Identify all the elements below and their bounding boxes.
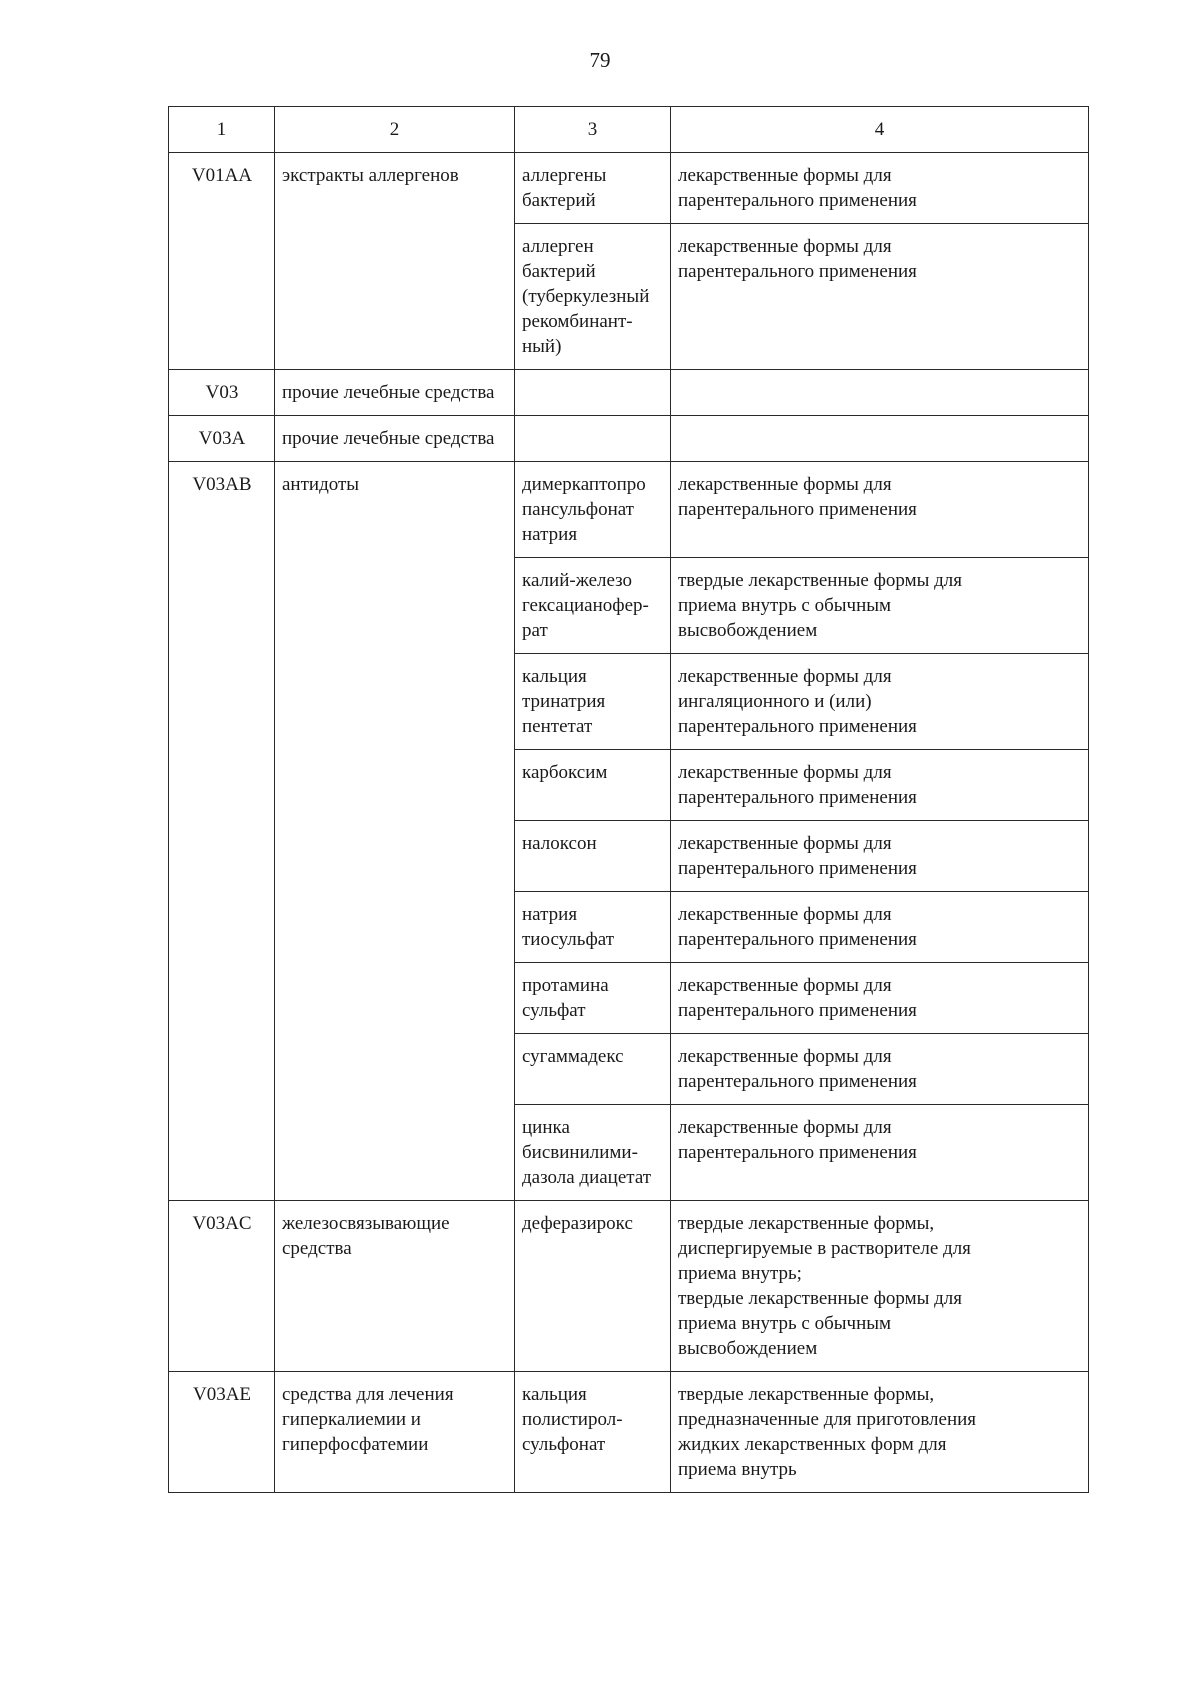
- table-header: [169, 107, 1089, 153]
- dosage-form-cell: [671, 370, 1089, 416]
- table-row: [169, 370, 1089, 416]
- cell-line: гексацианофер-: [522, 595, 649, 616]
- cell-line: карбоксим: [522, 762, 608, 783]
- table-row: [169, 153, 1089, 224]
- dosage-form-cell: [671, 654, 1089, 750]
- cell-line: парентерального применения: [678, 1000, 917, 1021]
- cell-line: парентерального применения: [678, 499, 917, 520]
- drug-name-cell: [515, 1372, 671, 1493]
- table-row: [169, 462, 1089, 558]
- drug-table: [168, 106, 1089, 1493]
- drug-name-cell: [515, 1034, 671, 1105]
- drug-name-cell: [515, 462, 671, 558]
- cell-line: прочие лечебные средства: [282, 428, 495, 449]
- cell-line: гиперфосфатемии: [282, 1434, 429, 1455]
- atc-code-cell: V03AE: [169, 1372, 275, 1493]
- group-name-cell: [275, 416, 515, 462]
- page-number: 79: [589, 48, 611, 72]
- header-col-4: 4: [671, 107, 1089, 153]
- table-row: [169, 1201, 1089, 1372]
- cell-line: лекарственные формы для: [678, 1117, 892, 1138]
- drug-name-cell: [515, 821, 671, 892]
- cell-line: лекарственные формы для: [678, 666, 892, 687]
- drug-name-cell: [515, 1105, 671, 1201]
- cell-line: тиосульфат: [522, 929, 614, 950]
- dosage-form-cell: [671, 892, 1089, 963]
- dosage-form-cell: [671, 558, 1089, 654]
- cell-line: парентерального применения: [678, 787, 917, 808]
- cell-line: антидоты: [282, 474, 360, 495]
- dosage-form-cell: [671, 416, 1089, 462]
- drug-name-cell: [515, 370, 671, 416]
- dosage-form-cell: [671, 153, 1089, 224]
- dosage-form-cell: [671, 224, 1089, 370]
- group-name-cell: [275, 462, 515, 1201]
- header-col-3: 3: [515, 107, 671, 153]
- cell-line: аллергены: [522, 165, 607, 186]
- drug-name-cell: [515, 1201, 671, 1372]
- cell-line: сугаммадекс: [522, 1046, 624, 1067]
- drug-name-cell: [515, 654, 671, 750]
- dosage-form-cell: [671, 821, 1089, 892]
- cell-line: лекарственные формы для: [678, 975, 892, 996]
- group-name-cell: [275, 1201, 515, 1372]
- cell-line: лекарственные формы для: [678, 1046, 892, 1067]
- cell-line: диспергируемые в растворителе для: [678, 1238, 971, 1259]
- drug-name-cell: [515, 558, 671, 654]
- cell-line: высвобождением: [678, 620, 818, 641]
- group-name-cell: [275, 1372, 515, 1493]
- dosage-form-cell: [671, 963, 1089, 1034]
- cell-line: протамина: [522, 975, 609, 996]
- cell-line: натрия: [522, 904, 578, 925]
- cell-line: полистирол-: [522, 1409, 623, 1430]
- cell-line: налоксон: [522, 833, 597, 854]
- atc-code-cell: V03AB: [169, 462, 275, 1201]
- cell-line: дазола диацетат: [522, 1167, 652, 1188]
- cell-line: железосвязывающие: [282, 1213, 450, 1234]
- cell-line: твердые лекарственные формы для: [678, 1288, 963, 1309]
- cell-line: цинка: [522, 1117, 570, 1138]
- dosage-form-cell: [671, 1034, 1089, 1105]
- cell-line: парентерального применения: [678, 858, 917, 879]
- cell-line: экстракты аллергенов: [282, 165, 459, 186]
- dosage-form-cell: [671, 1201, 1089, 1372]
- cell-line: рат: [522, 620, 548, 641]
- cell-line: парентерального применения: [678, 1071, 917, 1092]
- cell-line: кальция: [522, 1384, 587, 1405]
- cell-line: бактерий: [522, 190, 596, 211]
- cell-line: парентерального применения: [678, 261, 917, 282]
- drug-name-cell: [515, 153, 671, 224]
- atc-code-cell: V03AC: [169, 1201, 275, 1372]
- group-name-cell: [275, 153, 515, 370]
- atc-code-cell: V03: [169, 370, 275, 416]
- table-row: [169, 1372, 1089, 1493]
- cell-line: твердые лекарственные формы,: [678, 1213, 935, 1234]
- dosage-form-cell: [671, 462, 1089, 558]
- cell-line: средства для лечения: [282, 1384, 454, 1405]
- header-col-2: 2: [275, 107, 515, 153]
- cell-line: парентерального применения: [678, 190, 917, 211]
- cell-line: ный): [522, 336, 562, 357]
- cell-line: рекомбинант-: [522, 311, 633, 332]
- cell-line: лекарственные формы для: [678, 762, 892, 783]
- table-row: [169, 416, 1089, 462]
- cell-line: лекарственные формы для: [678, 474, 892, 495]
- cell-line: лекарственные формы для: [678, 833, 892, 854]
- cell-line: парентерального применения: [678, 1142, 917, 1163]
- cell-line: димеркаптопро: [522, 474, 646, 495]
- cell-line: лекарственные формы для: [678, 165, 892, 186]
- cell-line: сульфат: [522, 1000, 586, 1021]
- cell-line: ингаляционного и (или): [678, 691, 872, 712]
- cell-line: бисвинилими-: [522, 1142, 638, 1163]
- atc-code-cell: V03A: [169, 416, 275, 462]
- cell-line: приема внутрь;: [678, 1263, 802, 1284]
- cell-line: тринатрия: [522, 691, 606, 712]
- dosage-form-cell: [671, 1372, 1089, 1493]
- cell-line: высвобождением: [678, 1338, 818, 1359]
- cell-line: предназначенные для приготовления: [678, 1409, 977, 1430]
- cell-line: калий-железо: [522, 570, 633, 591]
- cell-line: деферазирокс: [522, 1213, 633, 1234]
- group-name-cell: [275, 370, 515, 416]
- cell-line: парентерального применения: [678, 716, 917, 737]
- atc-code-cell: V01AA: [169, 153, 275, 370]
- cell-line: лекарственные формы для: [678, 236, 892, 257]
- cell-line: приема внутрь: [678, 1459, 797, 1480]
- cell-line: пансульфонат: [522, 499, 634, 520]
- cell-line: сульфонат: [522, 1434, 606, 1455]
- header-col-1: 1: [169, 107, 275, 153]
- cell-line: натрия: [522, 524, 578, 545]
- cell-line: пентетат: [522, 716, 593, 737]
- drug-name-cell: [515, 892, 671, 963]
- drug-name-cell: [515, 224, 671, 370]
- cell-line: лекарственные формы для: [678, 904, 892, 925]
- dosage-form-cell: [671, 750, 1089, 821]
- cell-line: средства: [282, 1238, 352, 1259]
- header-row: [169, 107, 1089, 153]
- cell-line: жидких лекарственных форм для: [678, 1434, 947, 1455]
- drug-name-cell: [515, 963, 671, 1034]
- cell-line: бактерий: [522, 261, 596, 282]
- cell-line: (туберкулезный: [522, 286, 650, 307]
- cell-line: прочие лечебные средства: [282, 382, 495, 403]
- dosage-form-cell: [671, 1105, 1089, 1201]
- table-body: [169, 153, 1089, 1493]
- cell-line: приема внутрь с обычным: [678, 1313, 892, 1334]
- cell-line: приема внутрь с обычным: [678, 595, 892, 616]
- drug-name-cell: [515, 416, 671, 462]
- cell-line: парентерального применения: [678, 929, 917, 950]
- cell-line: твердые лекарственные формы для: [678, 570, 963, 591]
- drug-name-cell: [515, 750, 671, 821]
- cell-line: твердые лекарственные формы,: [678, 1384, 935, 1405]
- cell-line: аллерген: [522, 236, 594, 257]
- cell-line: гиперкалиемии и: [282, 1409, 421, 1430]
- cell-line: кальция: [522, 666, 587, 687]
